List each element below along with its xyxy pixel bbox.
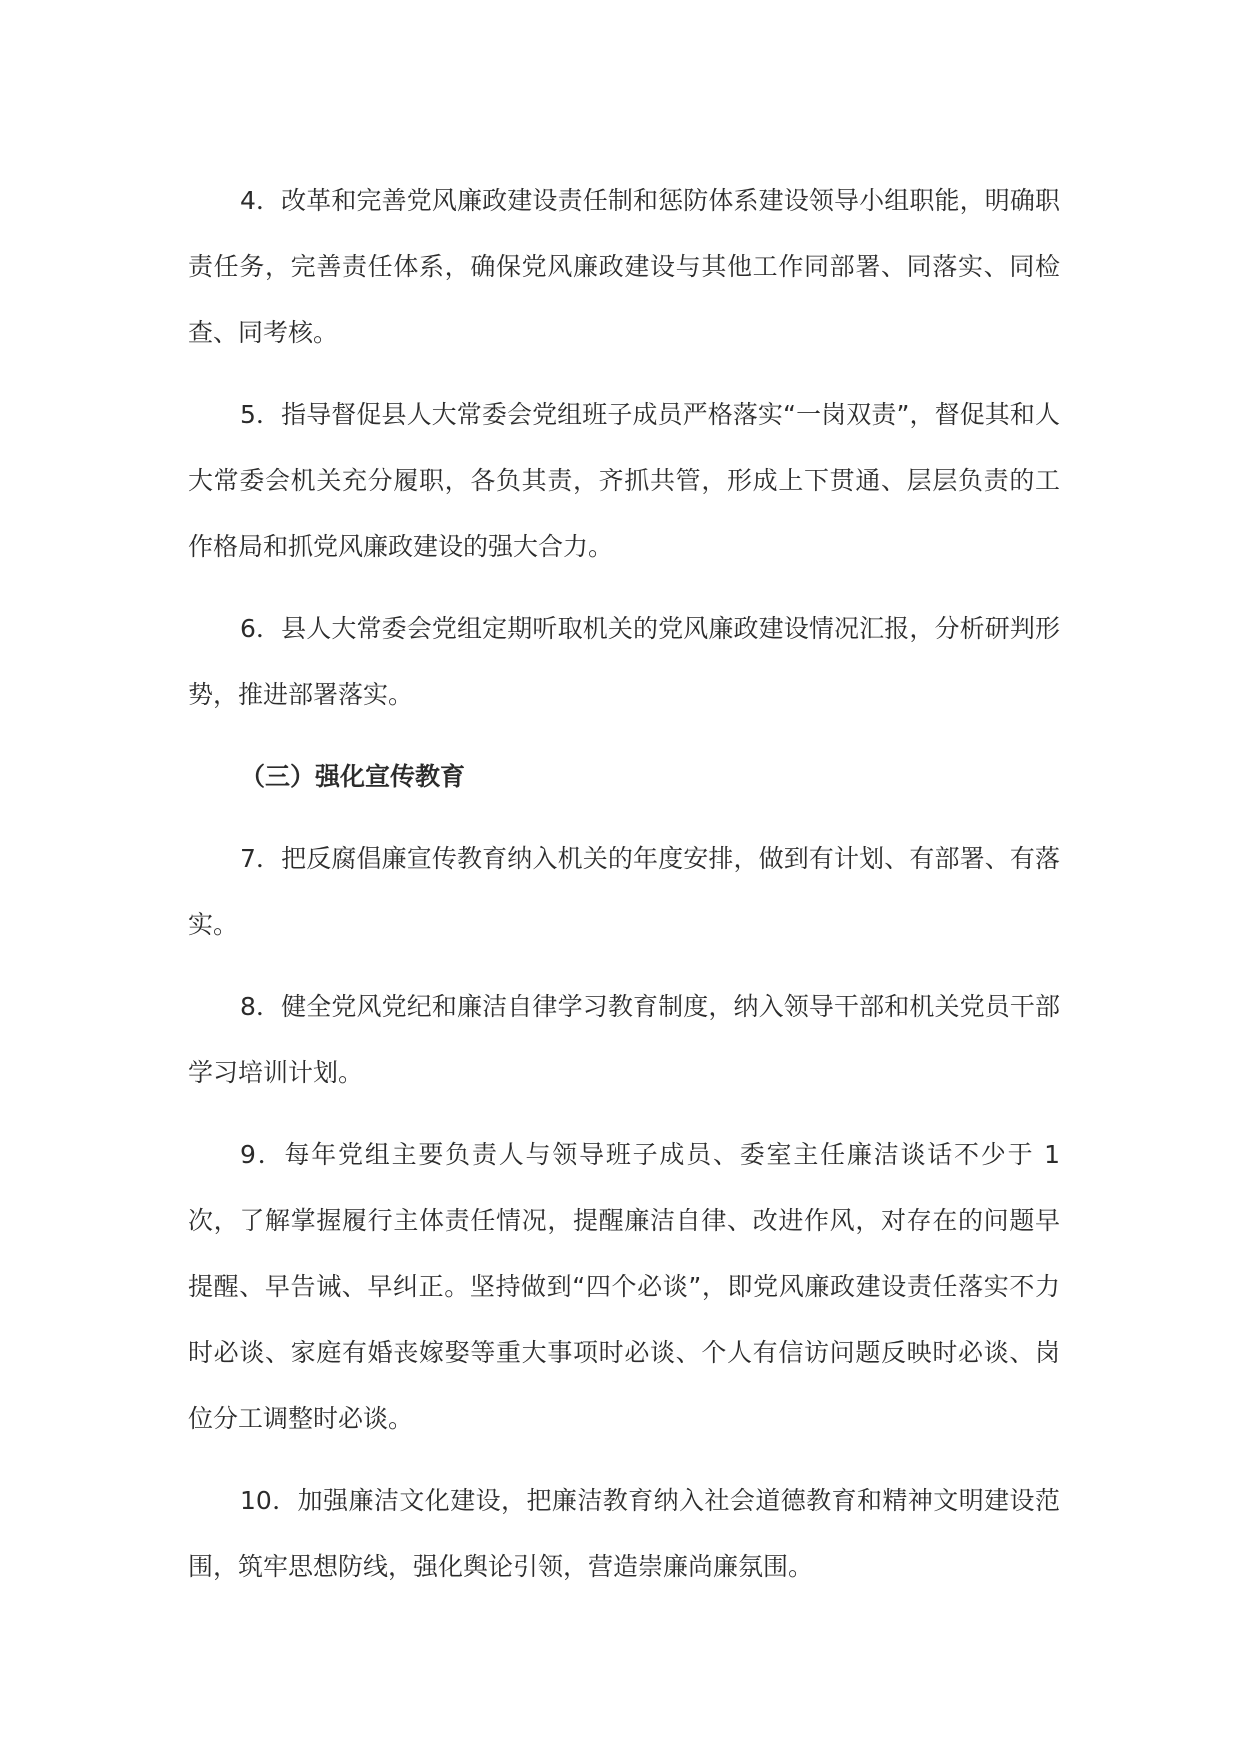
document-body: [188, 168, 1060, 1616]
paragraph-item-9: 9．每年党组主要负责人与领导班子成员、委室主任廉洁谈话不少于 1 次，了解掌握履行主体责任情况，提醒廉洁自律、改进作风，对存在的问题早提醒、早告诫、早纠正。坚持做到“四个必谈”，即党风廉政建设责任落实不力时必谈、家庭有婚丧嫁娶等重大事项时必谈、个人有信访问题反映时必谈、岗位分工调整时必谈。: [188, 1140, 1060, 1433]
paragraph-item-8: 8．健全党风党纪和廉洁自律学习教育制度，纳入领导干部和机关党员干部学习培训计划。: [188, 992, 1060, 1087]
section-heading: （三）强化宣传教育: [240, 762, 466, 791]
paragraph-item-5: 5．指导督促县人大常委会党组班子成员严格落实“一岗双责”，督促其和人大常委会机关充分履职，各负其责，齐抓共管，形成上下贯通、层层负责的工作格局和抓党风廉政建设的强大合力。: [188, 400, 1060, 561]
paragraph-item-4: 4．改革和完善党风廉政建设责任制和惩防体系建设领导小组职能，明确职责任务，完善责任体系，确保党风廉政建设与其他工作同部署、同落实、同检查、同考核。: [188, 186, 1060, 347]
paragraph-item-7: 7．把反腐倡廉宣传教育纳入机关的年度安排，做到有计划、有部署、有落实。: [188, 844, 1060, 939]
paragraph-item-6: 6．县人大常委会党组定期听取机关的党风廉政建设情况汇报，分析研判形势，推进部署落实。: [188, 614, 1060, 709]
paragraph-item-10: 10．加强廉洁文化建设，把廉洁教育纳入社会道德教育和精神文明建设范围，筑牢思想防线，强化舆论引领，营造崇廉尚廉氛围。: [188, 1486, 1060, 1581]
